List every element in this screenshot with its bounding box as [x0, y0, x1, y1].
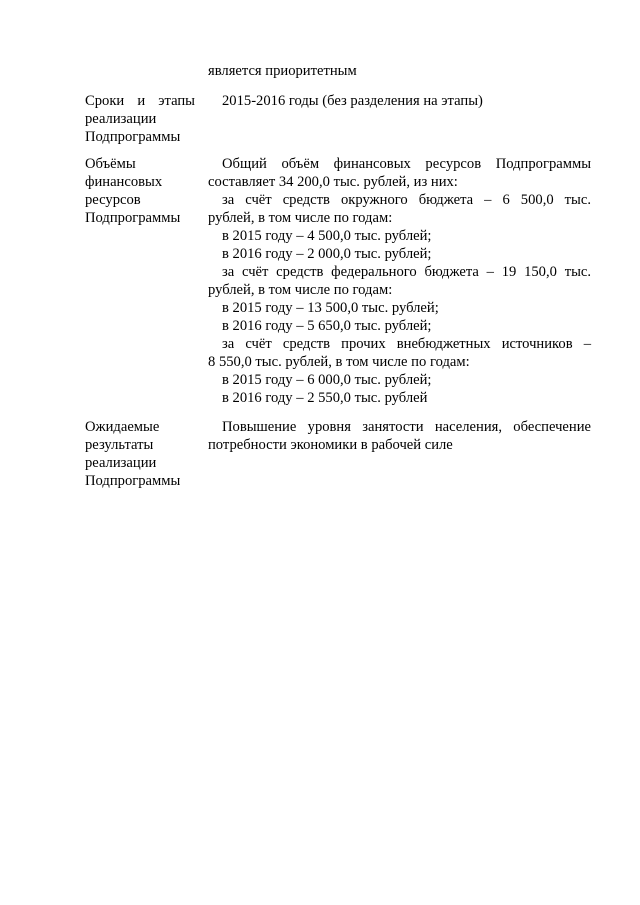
funding-other-line-2: 8 550,0 тыс. рублей, в том числе по годам: — [208, 354, 470, 370]
funding-federal-2015: в 2015 году – 13 500,0 тыс. рублей; — [222, 300, 439, 316]
terms-value: 2015-2016 годы (без разделения на этапы) — [222, 93, 483, 109]
funding-district-line-1: за счёт средств окружного бюджета – 6 500,0 тыс. — [222, 192, 591, 208]
terms-label-line: Подпрограммы — [85, 129, 181, 145]
funding-label-line: Подпрограммы — [85, 210, 181, 226]
results-label-line: Ожидаемые — [85, 419, 160, 435]
funding-other-line-1: за счёт средств прочих внебюджетных источников – — [222, 336, 591, 352]
intro-continuation: является приоритетным — [208, 63, 357, 79]
results-label-line: Подпрограммы — [85, 473, 181, 489]
funding-label-line: Объёмы — [85, 156, 136, 172]
funding-district-line-2: рублей, в том числе по годам: — [208, 210, 393, 226]
funding-federal-2016: в 2016 году – 5 650,0 тыс. рублей; — [222, 318, 432, 334]
funding-district-2016: в 2016 году – 2 000,0 тыс. рублей; — [222, 246, 432, 262]
terms-label — [85, 92, 195, 146]
funding-district-2015: в 2015 году – 4 500,0 тыс. рублей; — [222, 228, 432, 244]
terms-label-line: Сроки и этапы — [85, 93, 195, 109]
results-label — [85, 418, 195, 490]
funding-federal-line-1: за счёт средств федерального бюджета – 19 150,0 тыс. — [222, 264, 591, 280]
funding-total-line-2: составляет 34 200,0 тыс. рублей, из них: — [208, 174, 458, 190]
results-line-2: потребности экономики в рабочей силе — [208, 437, 453, 453]
funding-other-2015: в 2015 году – 6 000,0 тыс. рублей; — [222, 372, 432, 388]
funding-other-2016: в 2016 году – 2 550,0 тыс. рублей — [222, 390, 428, 406]
results-line-1: Повышение уровня занятости населения, обеспечение — [222, 419, 591, 435]
funding-label-line: ресурсов — [85, 192, 141, 208]
results-label-line: реализации — [85, 455, 157, 471]
funding-label — [85, 155, 195, 227]
results-label-line: результаты — [85, 437, 154, 453]
funding-label-line: финансовых — [85, 174, 163, 190]
terms-label-line: реализации — [85, 111, 157, 127]
funding-federal-line-2: рублей, в том числе по годам: — [208, 282, 393, 298]
funding-total-line-1: Общий объём финансовых ресурсов Подпрограммы — [222, 156, 591, 172]
